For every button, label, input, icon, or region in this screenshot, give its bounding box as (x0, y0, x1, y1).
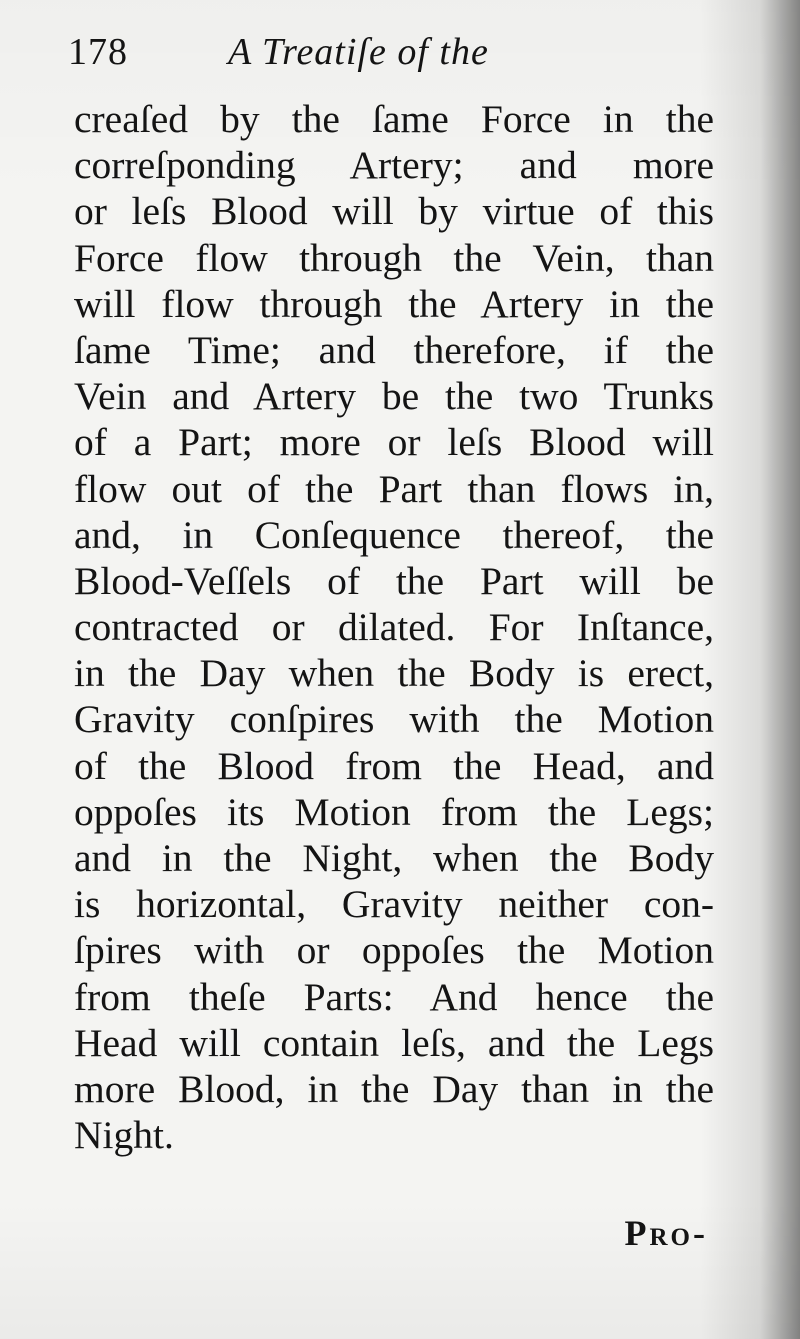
text-line: will flow through the Artery in the (74, 281, 714, 326)
text-line: Gravity conſpires with the Motion (74, 697, 714, 742)
page-number: 178 (68, 31, 128, 73)
text-line: Blood-Veſſels of the Part will be (74, 558, 714, 603)
text-line: Head will contain leſs, and the Legs (74, 1020, 714, 1065)
text-line: and, in Conſequence thereof, the (74, 512, 714, 557)
text-line: flow out of the Part than flows in, (74, 466, 714, 511)
text-line: from theſe Parts: And hence the (74, 974, 714, 1019)
text-line: is horizontal, Gravity neither con- (74, 882, 714, 927)
text-line: and in the Night, when the Body (74, 836, 714, 880)
text-line: or leſs Blood will by virtue of this (74, 189, 714, 234)
text-line: oppoſes its Motion from the Legs; (74, 789, 714, 834)
text-line: Force flow through the Vein, than (74, 235, 714, 280)
text-line: of the Blood from the Head, and (74, 743, 714, 788)
text-line: contracted or dilated. For Inſtance, (74, 605, 714, 650)
text-line: ſpires with or oppoſes the Motion (74, 928, 714, 973)
text-line: of a Part; more or leſs Blood will (74, 420, 714, 465)
text-line: correſponding Artery; and more (74, 143, 714, 188)
text-line: creaſed by the ſame Force in the (74, 97, 714, 141)
text-line: more Blood, in the Day than in the (74, 1066, 714, 1111)
running-title: A Treatiſe of the (228, 31, 489, 73)
body-text (74, 96, 714, 1158)
text-line: Night. (74, 1113, 174, 1158)
text-line: Vein and Artery be the two Trunks (74, 374, 714, 419)
text-line: in the Day when the Body is erect, (74, 651, 714, 696)
catchword: Pro- (624, 1213, 708, 1253)
page-header (68, 30, 628, 80)
text-line: ſame Time; and therefore, if the (74, 327, 714, 372)
